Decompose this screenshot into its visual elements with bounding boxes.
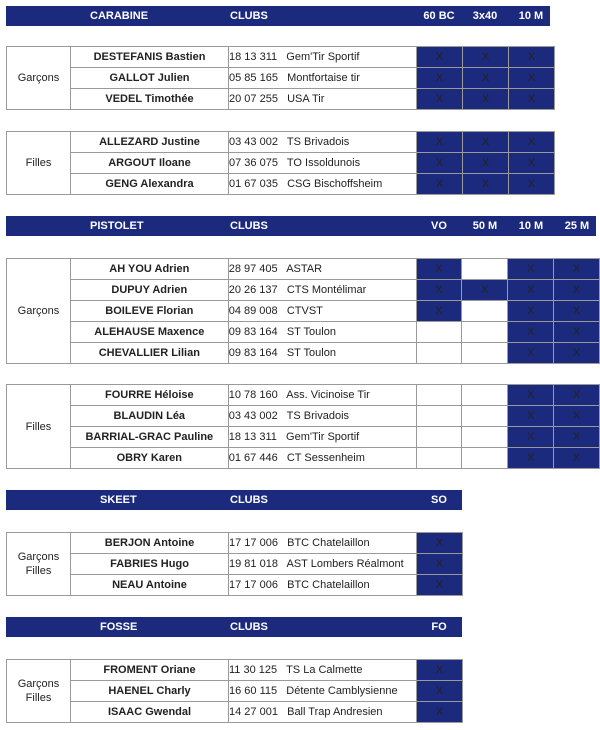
table-row: [7, 448, 600, 469]
column-label: 3x40: [472, 10, 498, 22]
athlete-name: OBRY Karen: [70, 448, 228, 469]
carabine-table-filles: [6, 131, 555, 195]
table-row: [7, 427, 600, 448]
event-mark: X: [463, 132, 509, 153]
club-info: 05 85 165 Montfortaise tir: [229, 68, 417, 89]
pistolet-table-filles: [6, 384, 600, 469]
group-label: Garçons: [7, 47, 71, 110]
clubs-label: CLUBS: [230, 10, 268, 22]
group-label: Garçons: [7, 259, 71, 364]
event-mark: X: [417, 702, 463, 723]
athlete-name: BARRIAL-GRAC Pauline: [70, 427, 228, 448]
event-mark: X: [554, 385, 600, 406]
event-mark: X: [508, 448, 554, 469]
event-mark: X: [509, 89, 555, 110]
event-empty: [416, 343, 462, 364]
event-empty: [416, 406, 462, 427]
table-row: [7, 174, 555, 195]
table-row: [7, 660, 463, 681]
section-title: CARABINE: [90, 10, 149, 22]
club-info: 01 67 446 CT Sessenheim: [228, 448, 416, 469]
event-empty: [416, 448, 462, 469]
club-info: 18 13 311 Gem'Tir Sportif: [228, 427, 416, 448]
event-mark: X: [508, 427, 554, 448]
table-row: [7, 47, 555, 68]
event-mark: X: [509, 47, 555, 68]
event-mark: X: [417, 681, 463, 702]
event-mark: X: [463, 153, 509, 174]
event-mark: X: [508, 301, 554, 322]
table-row: [7, 280, 600, 301]
column-label: FO: [431, 621, 447, 633]
column-label: 10 M: [518, 10, 544, 22]
group-label-line: Garçons: [17, 551, 60, 563]
group-label: Filles: [7, 132, 71, 195]
event-mark: X: [417, 554, 463, 575]
pistolet-header: [6, 216, 596, 236]
event-empty: [462, 448, 508, 469]
skeet-header: [6, 490, 462, 510]
fosse-header: [6, 617, 462, 637]
club-info: 07 36 075 TO Issoldunois: [229, 153, 417, 174]
athlete-name: DUPUY Adrien: [70, 280, 228, 301]
club-info: 04 89 008 CTVST: [228, 301, 416, 322]
table-row: [7, 68, 555, 89]
event-mark: X: [508, 406, 554, 427]
club-info: 19 81 018 AST Lombers Réalmont: [229, 554, 417, 575]
athlete-name: BERJON Antoine: [71, 533, 229, 554]
event-mark: X: [416, 301, 462, 322]
event-empty: [462, 301, 508, 322]
table-row: [7, 406, 600, 427]
athlete-name: NEAU Antoine: [71, 575, 229, 596]
table-row: [7, 702, 463, 723]
section-title: PISTOLET: [90, 220, 144, 232]
event-mark: X: [509, 68, 555, 89]
event-mark: X: [417, 533, 463, 554]
table-row: [7, 533, 463, 554]
fosse-table: [6, 659, 463, 723]
event-mark: X: [417, 575, 463, 596]
club-info: 09 83 164 ST Toulon: [228, 322, 416, 343]
event-empty: [416, 385, 462, 406]
athlete-name: ALLEZARD Justine: [71, 132, 229, 153]
athlete-name: GALLOT Julien: [71, 68, 229, 89]
group-label-line: Filles: [25, 692, 52, 704]
section-title: SKEET: [100, 494, 137, 506]
table-row: [7, 132, 555, 153]
athlete-name: CHEVALLIER Lilian: [70, 343, 228, 364]
carabine-header: [6, 6, 550, 26]
event-mark: X: [554, 427, 600, 448]
table-row: [7, 322, 600, 343]
event-mark: X: [463, 68, 509, 89]
clubs-label: CLUBS: [230, 220, 268, 232]
event-empty: [462, 427, 508, 448]
skeet-table: [6, 532, 463, 596]
club-info: 09 83 164 ST Toulon: [228, 343, 416, 364]
event-mark: X: [509, 132, 555, 153]
event-mark: X: [554, 343, 600, 364]
club-info: 14 27 001 Ball Trap Andresien: [229, 702, 417, 723]
event-empty: [416, 427, 462, 448]
group-label: Filles: [7, 385, 71, 469]
club-info: 20 26 137 CTS Montélimar: [228, 280, 416, 301]
column-label: SO: [431, 494, 447, 506]
club-info: 20 07 255 USA Tir: [229, 89, 417, 110]
group-label: [7, 533, 71, 596]
event-mark: X: [417, 153, 463, 174]
event-mark: X: [463, 89, 509, 110]
group-label-line: Filles: [25, 565, 52, 577]
athlete-name: ALEHAUSE Maxence: [70, 322, 228, 343]
table-row: [7, 681, 463, 702]
event-mark: X: [416, 259, 462, 280]
club-info: 18 13 311 Gem'Tir Sportif: [229, 47, 417, 68]
event-mark: X: [554, 259, 600, 280]
column-label: 25 M: [564, 220, 590, 232]
column-label: 60 BC: [423, 10, 455, 22]
event-mark: X: [508, 322, 554, 343]
event-empty: [462, 259, 508, 280]
clubs-label: CLUBS: [230, 621, 268, 633]
athlete-name: VEDEL Timothée: [71, 89, 229, 110]
athlete-name: AH YOU Adrien: [70, 259, 228, 280]
event-mark: X: [417, 89, 463, 110]
carabine-table: [6, 46, 555, 110]
group-label-line: Garçons: [17, 678, 60, 690]
event-empty: [462, 322, 508, 343]
event-mark: X: [417, 174, 463, 195]
event-mark: X: [554, 280, 600, 301]
club-info: 10 78 160 Ass. Vicinoise Tir: [228, 385, 416, 406]
athlete-name: ARGOUT Iloane: [71, 153, 229, 174]
club-info: 03 43 002 TS Brivadois: [229, 132, 417, 153]
event-mark: X: [509, 174, 555, 195]
table-row: [7, 259, 600, 280]
column-label: 50 M: [472, 220, 498, 232]
event-mark: X: [463, 47, 509, 68]
event-mark: X: [554, 448, 600, 469]
athlete-name: DESTEFANIS Bastien: [71, 47, 229, 68]
athlete-name: FABRIES Hugo: [71, 554, 229, 575]
pistolet-table-garcons: [6, 258, 600, 364]
event-mark: X: [417, 68, 463, 89]
event-mark: X: [554, 301, 600, 322]
event-mark: X: [508, 280, 554, 301]
event-empty: [462, 385, 508, 406]
athlete-name: FROMENT Oriane: [71, 660, 229, 681]
column-label: 10 M: [518, 220, 544, 232]
event-mark: X: [462, 280, 508, 301]
table-row: [7, 153, 555, 174]
event-empty: [416, 322, 462, 343]
event-mark: X: [417, 47, 463, 68]
event-empty: [462, 406, 508, 427]
event-mark: X: [463, 174, 509, 195]
event-mark: X: [417, 132, 463, 153]
event-mark: X: [416, 280, 462, 301]
group-label: [7, 660, 71, 723]
table-row: [7, 343, 600, 364]
table-row: [7, 554, 463, 575]
club-info: 17 17 006 BTC Chatelaillon: [229, 575, 417, 596]
section-title: FOSSE: [100, 621, 138, 633]
athlete-name: GENG Alexandra: [71, 174, 229, 195]
club-info: 17 17 006 BTC Chatelaillon: [229, 533, 417, 554]
event-mark: X: [508, 343, 554, 364]
event-mark: X: [508, 385, 554, 406]
athlete-name: HAENEL Charly: [71, 681, 229, 702]
club-info: 03 43 002 TS Brivadois: [228, 406, 416, 427]
club-info: 28 97 405 ASTAR: [228, 259, 416, 280]
athlete-name: ISAAC Gwendal: [71, 702, 229, 723]
column-label: VO: [431, 220, 447, 232]
athlete-name: BOILEVE Florian: [70, 301, 228, 322]
clubs-label: CLUBS: [230, 494, 268, 506]
club-info: 16 60 115 Détente Camblysienne: [229, 681, 417, 702]
table-row: [7, 575, 463, 596]
event-mark: X: [509, 153, 555, 174]
event-mark: X: [417, 660, 463, 681]
club-info: 01 67 035 CSG Bischoffsheim: [229, 174, 417, 195]
event-mark: X: [554, 322, 600, 343]
table-row: [7, 301, 600, 322]
table-row: [7, 385, 600, 406]
athlete-name: FOURRE Héloise: [70, 385, 228, 406]
table-row: [7, 89, 555, 110]
event-mark: X: [554, 406, 600, 427]
club-info: 11 30 125 TS La Calmette: [229, 660, 417, 681]
event-empty: [462, 343, 508, 364]
athlete-name: BLAUDIN Léa: [70, 406, 228, 427]
event-mark: X: [508, 259, 554, 280]
